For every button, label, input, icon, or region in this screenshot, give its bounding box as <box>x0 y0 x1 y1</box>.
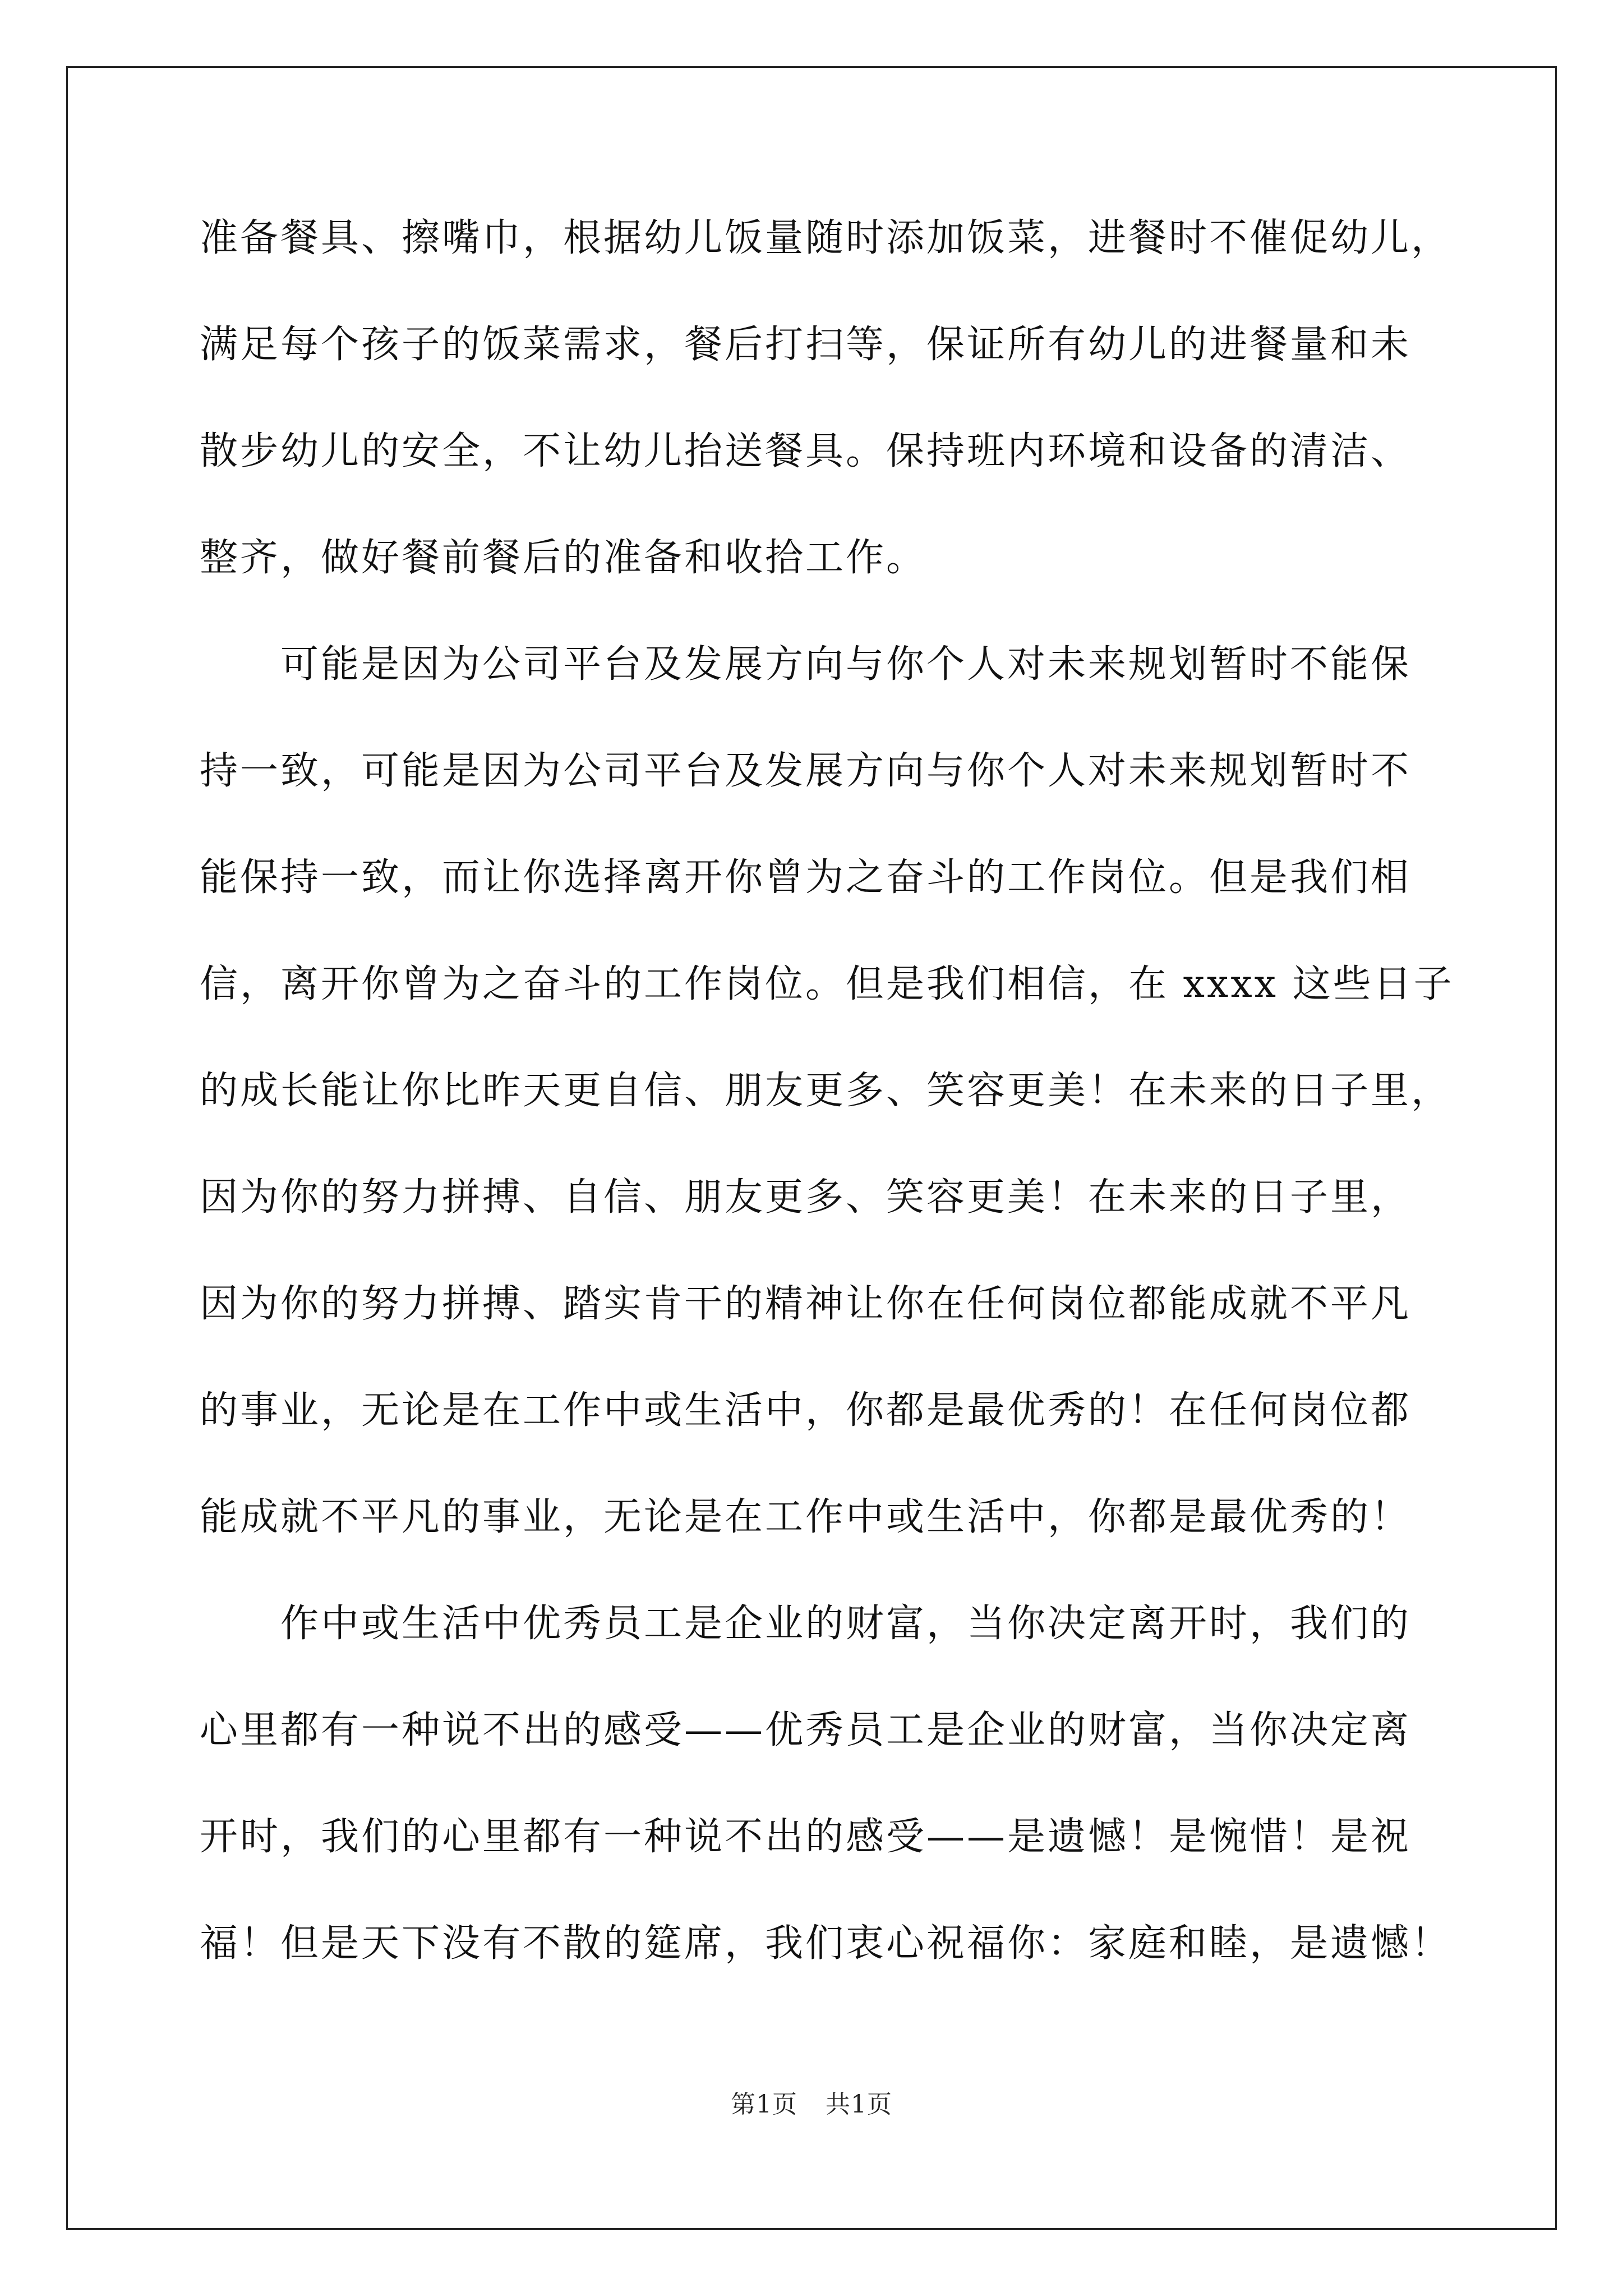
text-line: 因为你的努力拼搏、自信、朋友更多、笑容更美！在未来的日子里， <box>200 1175 1412 1220</box>
text-line: 散步幼儿的安全，不让幼儿抬送餐具。保持班内环境和设备的清洁、 <box>200 429 1412 473</box>
text-line: 心里都有一种说不出的感受——优秀员工是企业的财富，当你决定离 <box>200 1708 1412 1752</box>
text-line: 作中或生活中优秀员工是企业的财富，当你决定离开时，我们的 <box>200 1602 1412 1646</box>
text-line: 的事业，无论是在工作中或生活中，你都是最优秀的！在任何岗位都 <box>200 1388 1412 1433</box>
document-body <box>200 216 1454 2028</box>
text-line: 能成就不平凡的事业，无论是在工作中或生活中，你都是最优秀的！ <box>200 1495 1412 1539</box>
text-line: 满足每个孩子的饭菜需求，餐后打扫等，保证所有幼儿的进餐量和未 <box>200 323 1412 367</box>
text-line: 整齐，做好餐前餐后的准备和收拾工作。 <box>200 536 927 580</box>
text-line: 可能是因为公司平台及发展方向与你个人对未来规划暂时不能保 <box>200 642 1412 687</box>
page-number: 第1页 <box>731 2090 797 2119</box>
text-line: 因为你的努力拼搏、踏实肯干的精神让你在任何岗位都能成就不平凡 <box>200 1282 1412 1326</box>
text-line: 能保持一致，而让你选择离开你曾为之奋斗的工作岗位。但是我们相 <box>200 855 1412 900</box>
text-line: 信，离开你曾为之奋斗的工作岗位。但是我们相信，在 xxxx 这些日子 <box>200 962 1454 1006</box>
text-line: 持一致，可能是因为公司平台及发展方向与你个人对未来规划暂时不 <box>200 749 1412 793</box>
text-line: 的成长能让你比昨天更自信、朋友更多、笑容更美！在未来的日子里， <box>200 1069 1452 1113</box>
text-line: 福！但是天下没有不散的筵席，我们衷心祝福你：家庭和睦，是遗憾！ <box>200 1921 1452 1966</box>
text-line: 开时，我们的心里都有一种说不出的感受——是遗憾！是惋惜！是祝 <box>200 1815 1412 1859</box>
text-line: 准备餐具、擦嘴巾，根据幼儿饭量随时添加饭菜，进餐时不催促幼儿， <box>200 216 1452 260</box>
page-footer <box>0 2084 1623 2120</box>
page-total: 共1页 <box>826 2090 892 2119</box>
